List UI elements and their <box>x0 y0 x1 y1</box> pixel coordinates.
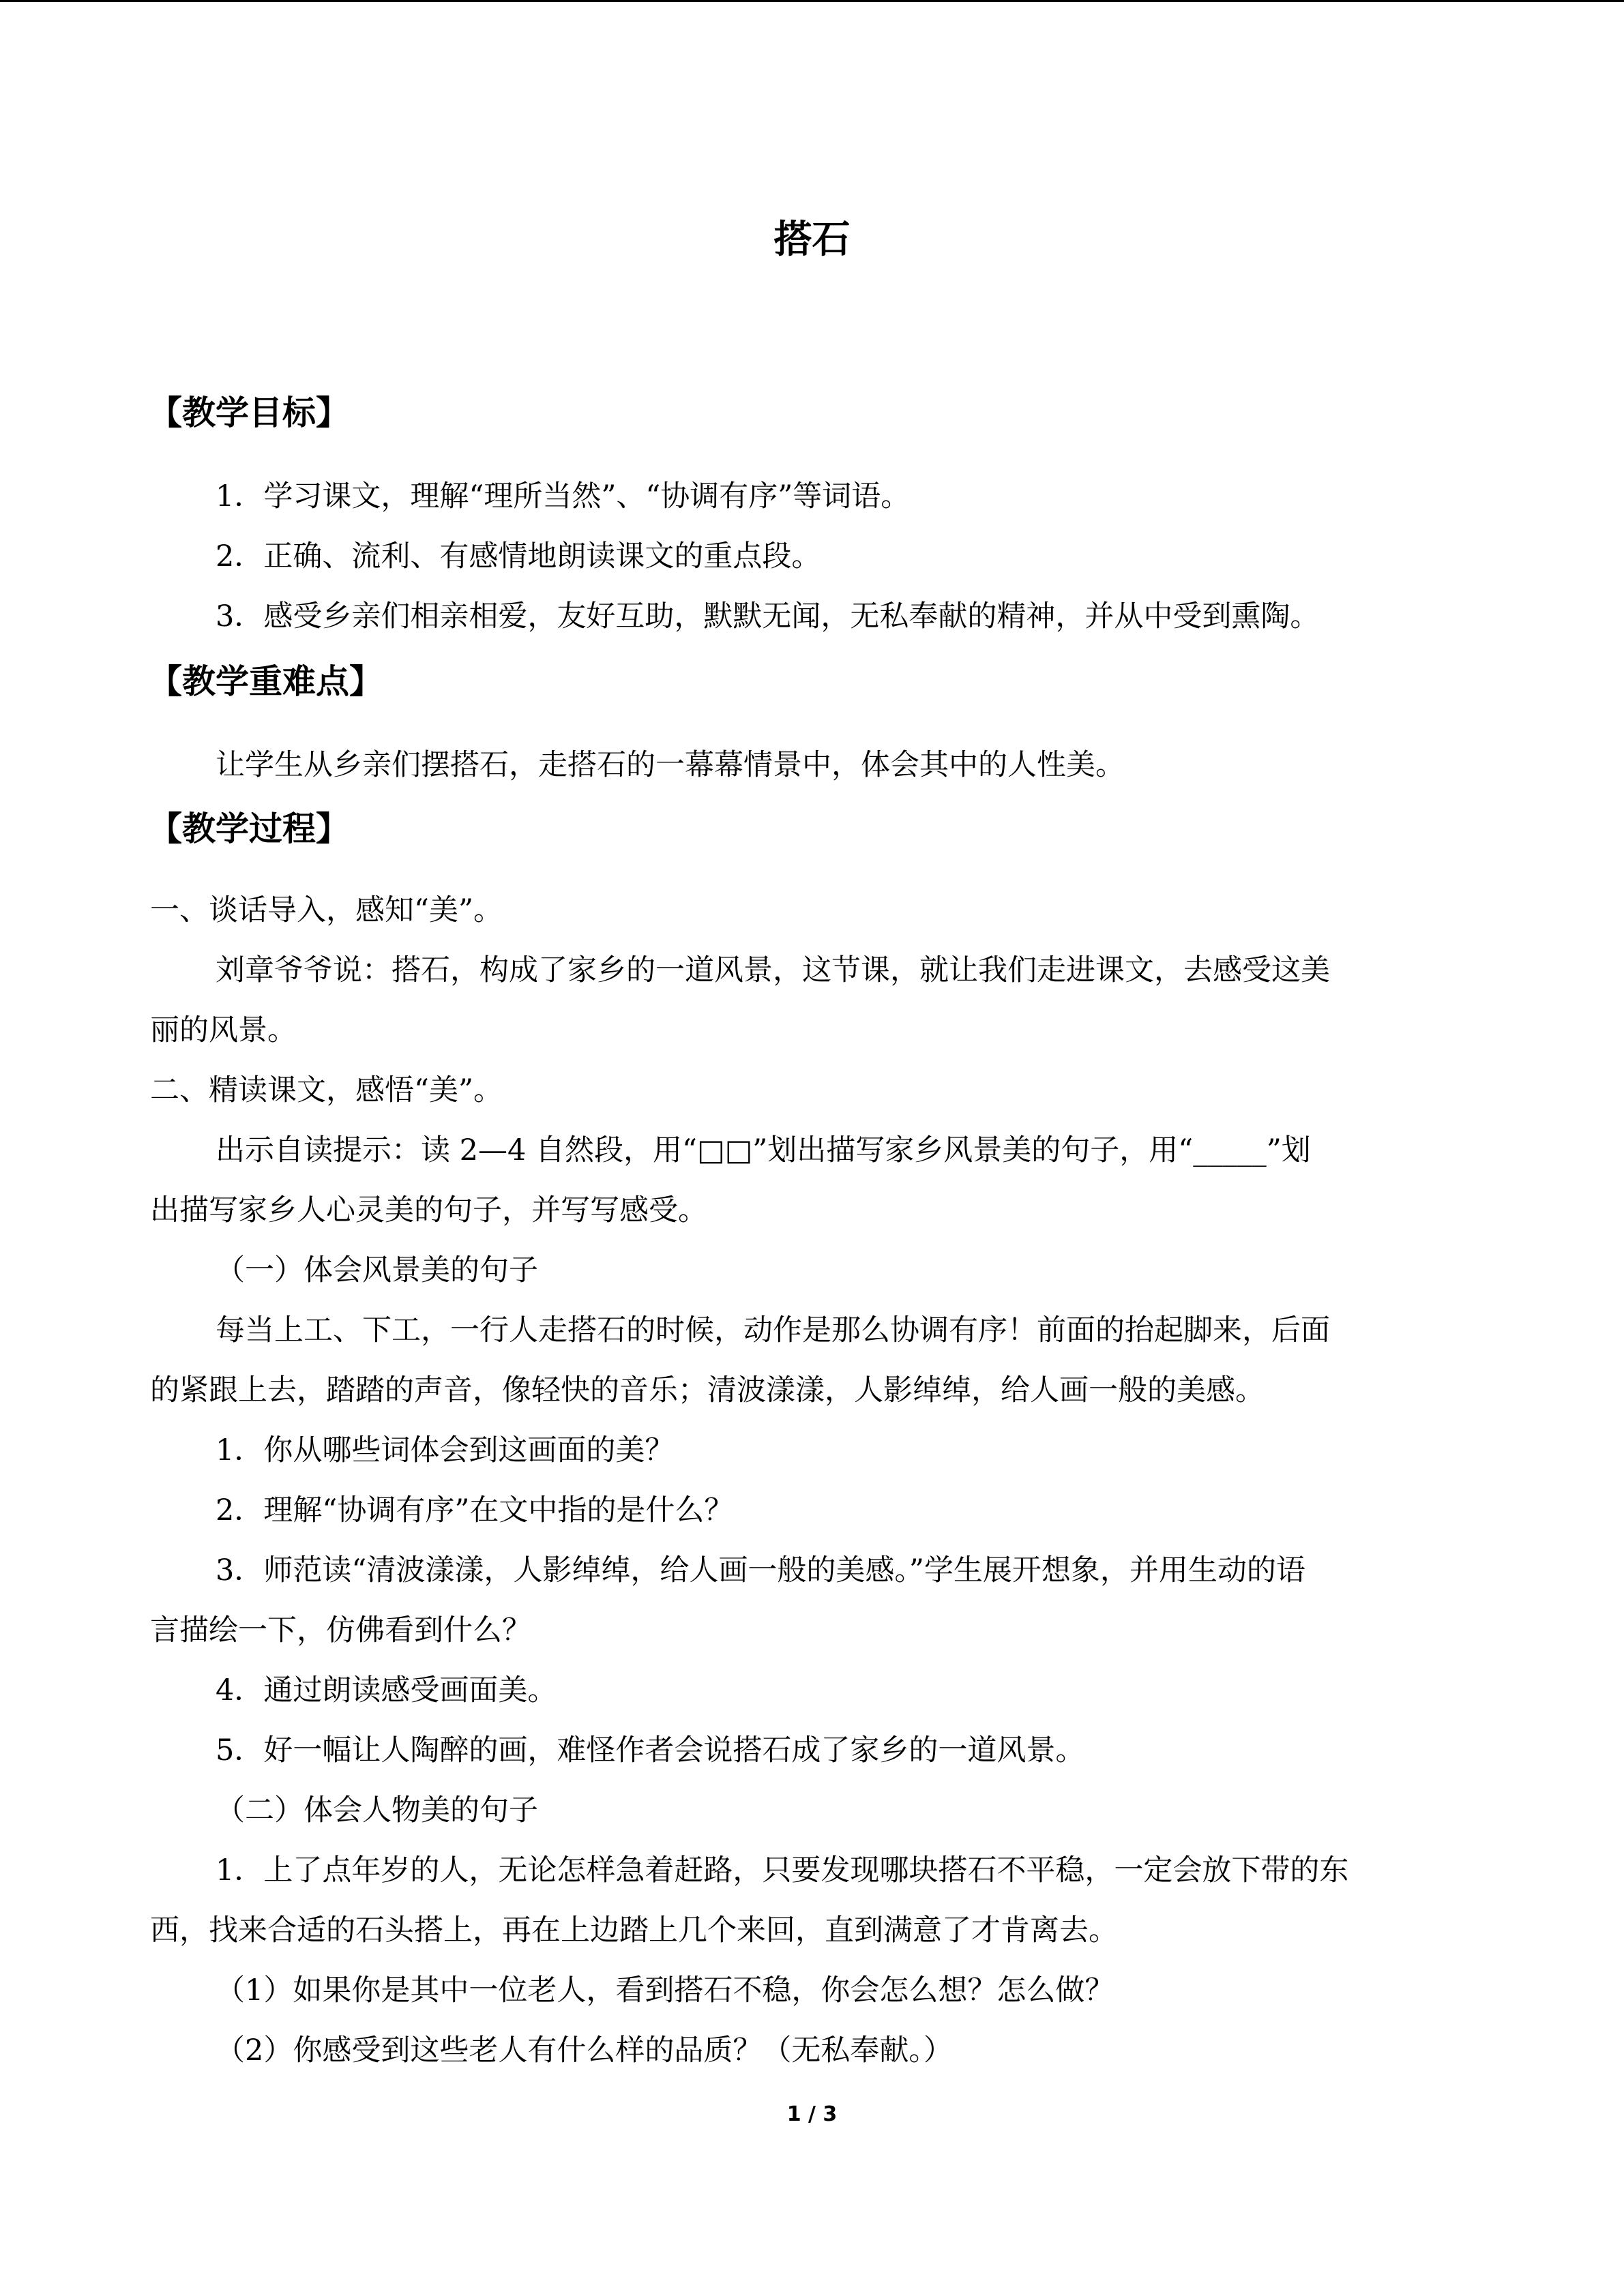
subsection-1-question-5: 5．好一幅让人陶醉的画，难怪作者会说搭石成了家乡的一道风景。 <box>216 1733 1085 1768</box>
subsection-2-question-2: （2）你感受到这些老人有什么样的品质？（无私奉献。） <box>216 2033 953 2068</box>
subsection-1-title: （一）体会风景美的句子 <box>216 1253 538 1287</box>
step-1-title: 一、谈话导入，感知“美”。 <box>150 893 503 927</box>
goal-item-2: 2．正确、流利、有感情地朗读课文的重点段。 <box>216 539 821 573</box>
page-number: 1 / 3 <box>786 2102 838 2126</box>
subsection-2-paragraph-1-line-1: 1．上了点年岁的人，无论怎样急着赶路，只要发现哪块搭石不平稳，一定会放下带的东 <box>216 1853 1349 1888</box>
goal-item-3: 3．感受乡亲们相亲相爱，友好互助，默默无闻，无私奉献的精神，并从中受到熏陶。 <box>216 599 1320 633</box>
subsection-1-question-1: 1．你从哪些词体会到这画面的美？ <box>216 1433 675 1467</box>
step-1-text-line-2: 丽的风景。 <box>150 1013 297 1047</box>
goal-item-1: 1．学习课文，理解“理所当然”、“协调有序”等词语。 <box>216 479 911 513</box>
page-title: 搭石 <box>773 218 851 262</box>
step-2-title: 二、精读课文，感悟“美”。 <box>150 1073 503 1107</box>
section-heading-process: 【教学过程】 <box>149 809 350 848</box>
subsection-1-question-3-line-1: 3．师范读“清波漾漾，人影绰绰，给人画一般的美感。”学生展开想象，并用生动的语 <box>216 1553 1305 1587</box>
subsection-1-quote-line-2: 的紧跟上去，踏踏的声音，像轻快的音乐；清波漾漾，人影绰绰，给人画一般的美感。 <box>150 1373 1265 1407</box>
page-top-border <box>0 0 1624 2</box>
step-1-text-line-1: 刘章爷爷说：搭石，构成了家乡的一道风景，这节课，就让我们走进课文，去感受这美 <box>216 953 1330 987</box>
subsection-1-question-4: 4．通过朗读感受画面美。 <box>216 1673 557 1708</box>
section-heading-key-points: 【教学重难点】 <box>149 662 383 701</box>
step-2-text-line-1: 出示自读提示：读 2—4 自然段，用“□□”划出描写家乡风景美的句子，用“_____”划 <box>216 1133 1311 1167</box>
subsection-2-paragraph-1-line-2: 西，找来合适的石头搭上，再在上边踏上几个来回，直到满意了才肯离去。 <box>150 1913 1118 1948</box>
step-2-text-line-2: 出描写家乡人心灵美的句子，并写写感受。 <box>150 1193 707 1227</box>
subsection-2-title: （二）体会人物美的句子 <box>216 1793 538 1828</box>
subsection-1-question-2: 2．理解“协调有序”在文中指的是什么？ <box>216 1493 734 1527</box>
key-points-text: 让学生从乡亲们摆搭石，走搭石的一幕幕情景中，体会其中的人性美。 <box>216 748 1125 782</box>
subsection-1-question-3-line-2: 言描绘一下，仿佛看到什么？ <box>150 1613 531 1648</box>
subsection-1-quote-line-1: 每当上工、下工，一行人走搭石的时候，动作是那么协调有序！前面的抬起脚来，后面 <box>216 1313 1330 1347</box>
subsection-2-question-1: （1）如果你是其中一位老人，看到搭石不稳，你会怎么想？怎么做？ <box>216 1973 1114 2008</box>
section-heading-goals: 【教学目标】 <box>149 393 350 432</box>
